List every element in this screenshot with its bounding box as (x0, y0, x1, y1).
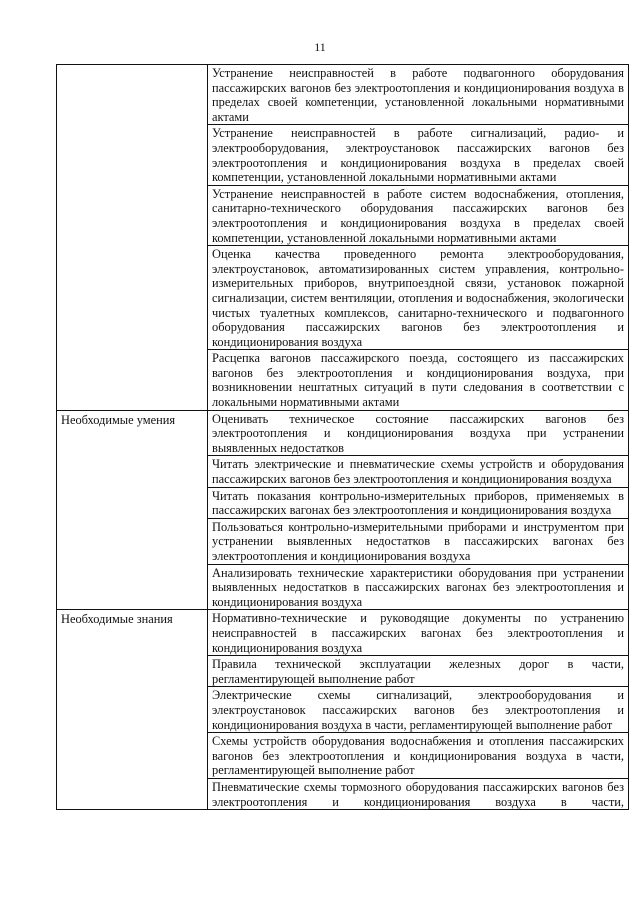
table-row-knowledge (57, 610, 629, 810)
row-content-actions (208, 65, 629, 411)
list-item: Правила технической эксплуатации железных дорог в части, регламентирующей выполнение работ (208, 655, 628, 686)
row-label-knowledge: Необходимые знания (57, 610, 208, 810)
list-item: Пневматические схемы тормозного оборудования пассажирских вагонов без электроотопления и кондиционирования воздуха в части, (208, 778, 628, 809)
list-item: Оценивать техническое состояние пассажирских вагонов без электроотопления и кондиционирования воздуха при устранении выявленных недостатков (212, 411, 624, 455)
list-item: Читать электрические и пневматические схемы устройств и оборудования пассажирских вагонов без электроотопления и кондиционирования воздуха (208, 455, 628, 486)
list-item: Анализировать технические характеристики оборудования при устранении выявленных недостатков в пассажирских вагонах без электроотопления и кондиционирования воздуха (208, 564, 628, 610)
list-item: Расцепка вагонов пассажирского поезда, состоящего из пассажирских вагонов без электроотопления и кондиционирования воздуха, при возникновении нештатных ситуаций в пути следования в соответствии с локальными нормативными актами (208, 349, 628, 409)
list-item: Оценка качества проведенного ремонта электрооборудования, электроустановок, автоматизированных систем управления, контрольно-измерительных приборов, внутрипоездной связи, установок пожарной сигнализации, систем вентиляции, отопления и водоснабжения, экологически чистых туалетных комплексов, санитарно-технического и подвагонного оборудования пассажирских вагонов без электроотопления и кондиционирования воздуха (208, 245, 628, 349)
row-content-knowledge (208, 610, 629, 810)
row-label-skills: Необходимые умения (57, 410, 208, 610)
list-item: Устранение неисправностей в работе систем водоснабжения, отопления, санитарно-технического оборудования пассажирских вагонов без электроотопления и кондиционирования воздуха в пределах своей компетенции, установленной локальными нормативными актами (208, 185, 628, 245)
table-row-skills (57, 410, 629, 610)
row-label-empty (57, 65, 208, 411)
competency-table (56, 64, 629, 810)
list-item: Пользоваться контрольно-измерительными приборами и инструментом при устранении выявленных недостатков в пассажирских вагонах без электроотопления и кондиционирования воздуха (208, 518, 628, 564)
list-item: Устранение неисправностей в работе сигнализаций, радио- и электрооборудования, электроустановок пассажирских вагонов без электроотопления и кондиционирования воздуха в пределах своей компетенции, установленной локальными нормативными актами (208, 124, 628, 184)
list-item: Схемы устройств оборудования водоснабжения и отопления пассажирских вагонов без электроотопления и кондиционирования воздуха в части, регламентирующей выполнение работ (208, 732, 628, 778)
list-item: Электрические схемы сигнализаций, электрооборудования и электроустановок пассажирских вагонов без электроотопления и кондиционирования воздуха в части, регламентирующей выполнение работ (208, 686, 628, 732)
list-item: Устранение неисправностей в работе подвагонного оборудования пассажирских вагонов без электроотопления и кондиционирования воздуха в пределах своей компетенции, установленной локальными нормативными актами (212, 66, 624, 124)
row-content-skills (208, 410, 629, 610)
page-number: 11 (314, 40, 326, 54)
list-item: Нормативно-технические и руководящие документы по устранению неисправностей в пассажирских вагонах без электроотопления и кондиционирования воздуха (212, 611, 624, 655)
list-item: Читать показания контрольно-измерительных приборов, применяемых в пассажирских вагонах без электроотопления и кондиционирования воздуха (208, 487, 628, 518)
table-row-actions (57, 65, 629, 411)
